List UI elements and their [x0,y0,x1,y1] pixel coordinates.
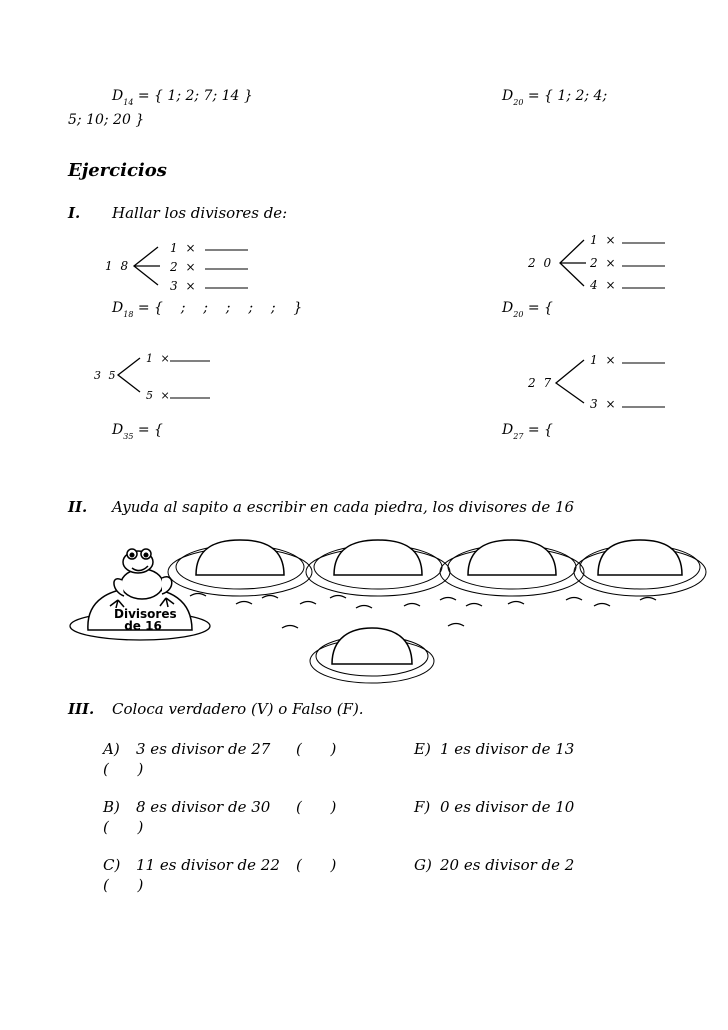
section-1-numeral: I. [68,204,81,222]
item-b-text: 8 es divisor de 30 [136,798,271,816]
row-35-2: 5 × [146,389,172,402]
row-35-1: 1 × [146,352,172,365]
frog-rock-label: Divisores de 16 [114,607,177,633]
item-b-letter: B) [103,798,120,816]
stepping-stone-4 [574,540,706,596]
row-27-2: 3 × [590,397,618,411]
item-a-answer-box[interactable]: ( ) [296,740,337,758]
set-d20: $D_{20}$ = { 1; 2; 4; [502,88,608,107]
water-ripples [190,594,656,629]
section-2-numeral: II. [68,498,88,516]
set-d27: $D_{27}$ = { [502,422,553,441]
row-27-1: 1 × [590,353,618,367]
number-20: 2 0 [528,256,554,270]
page-title: Ejercicios [68,160,167,181]
section-3-numeral: III. [68,700,95,718]
stepping-stone-1 [168,540,312,596]
item-c-letter: C) [103,856,121,874]
item-b-answer-box[interactable]: ( ) [296,798,337,816]
stepping-stone-3 [440,540,584,596]
item-f-letter: F) [414,798,431,816]
row-20-1: 1 × [590,233,618,247]
number-27: 2 7 [528,376,554,390]
item-g-answer-box[interactable]: ( ) [103,876,144,894]
row-20-3: 4 × [590,278,618,292]
section-2-instruction: Ayuda al sapito a escribir en cada piedra, los divisores de 16 [112,498,575,516]
item-e-text: 1 es divisor de 13 [440,740,575,758]
item-a-text: 3 es divisor de 27 [136,740,271,758]
item-f-answer-box[interactable]: ( ) [103,818,144,836]
item-c-text: 11 es divisor de 22 [136,856,280,874]
row-18-2: 2 × [170,260,198,274]
set-d35: $D_{35}$ = { [112,422,163,441]
set-d14: $D_{14}$ = { 1; 2; 7; 14 } [112,88,253,107]
item-g-text: 20 es divisor de 2 [440,856,575,874]
item-e-answer-box[interactable]: ( ) [103,760,144,778]
item-c-answer-box[interactable]: ( ) [296,856,337,874]
set-d18: $D_{18}$ = { ; ; ; ; ; } [112,300,303,319]
item-g-letter: G) [414,856,432,874]
row-20-2: 2 × [590,256,618,270]
set-d20-continuation: 5; 10; 20 } [68,112,145,128]
item-e-letter: E) [414,740,431,758]
stepping-stone-5 [310,628,434,683]
row-18-1: 1 × [170,241,198,255]
section-3-instruction: Coloca verdadero (V) o Falso (F). [112,700,364,718]
section-1-instruction: Hallar los divisores de: [112,204,288,222]
row-18-3: 3 × [170,279,198,293]
item-a-letter: A) [103,740,120,758]
number-35: 3 5 [94,369,118,382]
number-18: 1 8 [105,259,131,273]
set-d20-answer: $D_{20}$ = { [502,300,553,319]
item-f-text: 0 es divisor de 10 [440,798,575,816]
stepping-stone-2 [306,540,450,596]
